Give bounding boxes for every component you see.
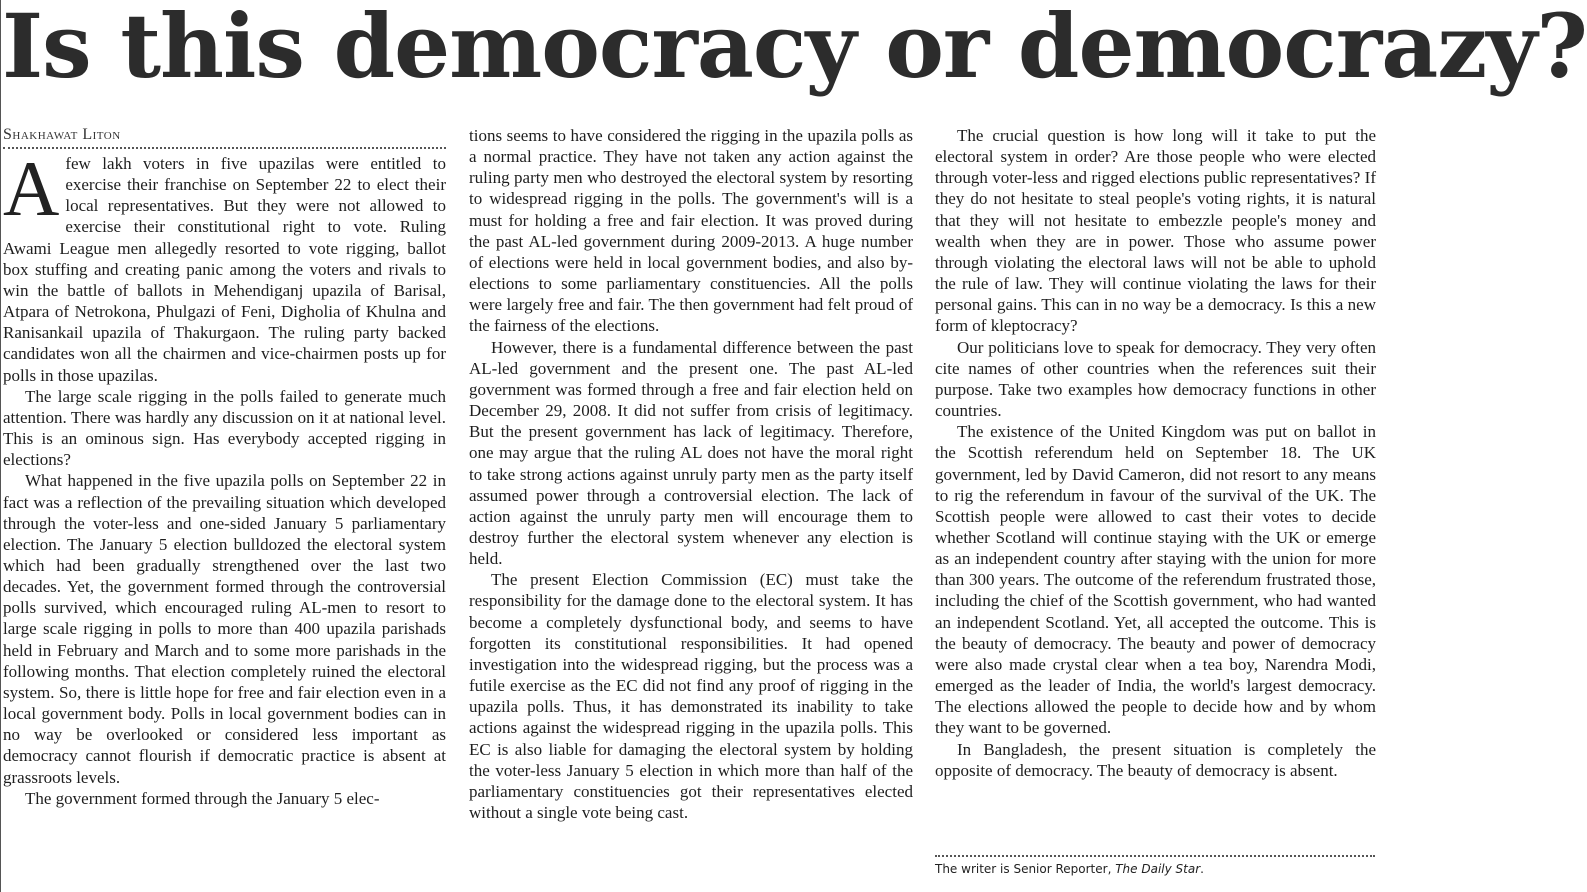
paragraph-7: The crucial question is how long will it take to put the electoral system in order? Are those people who were elected through voter-less and rigged elections public representatives? If they do not hesitate to steal people's voting rights, it is natural that they will not hesitate to embezzle people's money and wealth when they are in power. Those who assume power through violating the electoral laws will not be able to uphold the rule of law. They will continue violating the laws for their personal gains. This can in no way be a democracy. Is this a new form of kleptocracy? [935, 126, 1376, 336]
paragraph-3: What happened in the five upazila polls on September 22 in fact was a reflection of the prevailing situation which developed through the voter-less and one-sided January 5 parliamentary election. The January 5 election bulldozed the electoral system which had been gradually strengthened over the last two decades. Yet, the government formed through the controversial polls survived, which encouraged ruling AL-men to resort to large scale rigging in polls to more than 400 upazila parishads held in February and March and to some more parishads in the following months. That election completely ruined the electoral system. So, there is little hope for free and fair election even in a local government body. Polls in local government bodies can in no way be overlooked or considered less important as democracy cannot flourish if democratic practice is absent at grassroots levels. [3, 471, 446, 787]
paragraph-5: However, there is a fundamental difference between the past AL-led government and the present one. The past AL-led government was formed through a free and fair election held on December 29, 2008. It did not suffer from crisis of legitimacy. But the present government has lack of legitimacy. Therefore, one may argue that the ruling AL does not have the moral right to take strong actions against unruly party men as the party itself assumed power through a controversial election. The lack of action against the unruly party men will encourage them to destroy further the electoral system whenever any election is held. [469, 337, 913, 569]
paragraph-10: In Bangladesh, the present situation is completely the opposite of democracy. The beauty of democracy is absent. [935, 739, 1376, 780]
article-column-2 [469, 125, 913, 885]
publication-name: The Daily Star [1115, 862, 1201, 876]
paragraph-9: The existence of the United Kingdom was put on ballot in the Scottish referendum held on September 18. The UK government, led by David Cameron, did not resort to any means to rig the referendum in favour of the survival of the UK. The Scottish people were allowed to cast their votes to decide whether Scotland will continue staying with the UK or emerge as an independent country after staying with the union for more than 300 years. The outcome of the referendum frustrated those, including the chief of the Scottish government, who had wanted an independent Scotland. Yet, all accepted the outcome. This is the beauty of democracy. The beauty and power of democracy were also made crystal clear when a tea boy, Narendra Modi, emerged as the leader of India, the world's largest democracy. The elections allowed the people to decide how and by whom they want to be governed. [935, 422, 1376, 738]
byline-divider [3, 147, 446, 149]
paragraph-4-start: The government formed through the January 5 elec- [25, 788, 380, 808]
paragraph-6: The present Election Commission (EC) must take the responsibility for the damage done to the electoral system. It has become a completely dysfunctional body, and seems to have forgotten its constitutional responsibilities. It had opened investigation into the widespread rigging, but the process was a futile exercise as the EC did not find any proof of rigging in the upazila polls. Thus, it has demonstrated its inability to take actions against the widespread rigging in the upazila polls. This EC is also liable for damaging the electoral system by holding the voter-less January 5 election in which more than half of the parliamentary constituencies got their representatives elected without a single vote being cast. [469, 570, 913, 822]
left-border-rule [0, 0, 1, 892]
paragraph-4-continued: tions seems to have considered the rigging in the upazila polls as a normal practice. They have not taken any action against the ruling party men who destroyed the electoral system by resorting to widespread rigging in the polls. The government's will is a must for holding a free and fair election. It was proved during the past AL-led government during 2009-2013. A huge number of elections were held in local government bodies, and also by-elections to some parliamentary constituencies. All the polls were largely free and fair. The then government had felt proud of the fairness of the elections. [469, 126, 913, 336]
byline: Shakhawat Liton [3, 126, 121, 143]
article-column-3 [935, 125, 1376, 845]
headline: Is this democracy or democrazy? [2, 0, 1587, 98]
paragraph-2: The large scale rigging in the polls failed to generate much attention. There was hardly any discussion on it at national level. This is an ominous sign. Has everybody accepted rigging in elections? [3, 386, 446, 470]
paragraph-8: Our politicians love to speak for democracy. They very often cite names of other countries when the references suit their purpose. Take two examples how democracy functions in other countries. [935, 337, 1376, 421]
paragraph-1: Afew lakh voters in five upazilas were entitled to exercise their franchise on September 22 to elect their local representatives. But they were not allowed to exercise their constitutional right to vote. Ruling Awami League men allegedly resorted to vote rigging, ballot box stuffing and creating panic among the voters and rivals to win the battle of ballots in Mehendiganj upazila of Barisal, Atpara of Netrokona, Phulgazi of Feni, Digholia of Khulna and Ranisankail upazila of Thakurgaon. The ruling party backed candidates won all the chairmen and vice-chairmen posts up for polls in those upazilas. [3, 145, 446, 385]
author-note: The writer is Senior Reporter, The Daily Star. [935, 862, 1204, 876]
footer-divider [935, 855, 1375, 857]
article-column-1 [3, 125, 446, 880]
drop-cap: A [3, 145, 60, 232]
